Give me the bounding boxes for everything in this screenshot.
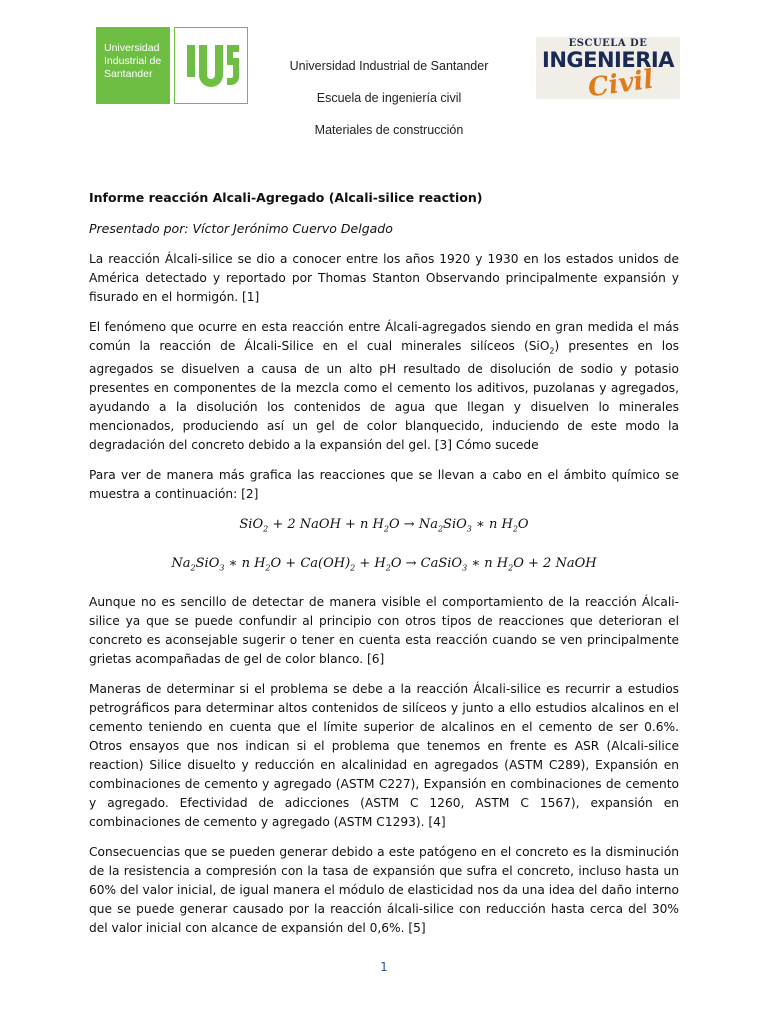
school-logo-bottom: Civil — [586, 64, 656, 104]
paragraph-1: La reacción Álcali-silice se dio a conocer entre los años 1920 y 1930 en los estados unidos de América detectado y reportado por Thomas Stanton Observando principalmente expansión y fisurado en el hormigón. [1] — [89, 252, 679, 304]
school-logo — [536, 37, 680, 104]
uis-logo-text: Universidad Industrial de Santander — [104, 42, 162, 80]
school-logo-top: ESCUELA DE — [568, 38, 648, 49]
uis-logo-box — [96, 27, 170, 104]
uis-mark-icon — [174, 27, 248, 104]
equation-2: $Na_2SiO_3$ ∗ n $H_2O + Ca(OH)_2 + H_2O$ → CaSiO$_3$ ∗ n $H_2O + 2$ NaOH — [171, 556, 597, 573]
paragraph-2-subscript: 2 — [549, 346, 555, 356]
paragraph-2-end: ) presentes en los agregados se disuelven a causa de un alto pH resultado de disolución de sodio y potasio presentes en componentes de la mezcla como el cemento los aditivos, puzolanas y agregados, ayudando a la disolución los contenidos de agua que llegan y disuelven lo minerales mencionados, produciendo así un gel de color blanquecido, induciendo de este modo la degradación del concreto debido a la expansión del gel. [3] Cómo sucede — [89, 339, 679, 453]
paragraph-2 — [89, 318, 679, 455]
paragraph-2-start: El fenómeno que ocurre en esta reacción entre Álcali-agregados siendo en gran medida el más común la reacción de Álcali-Silice en el cual minerales silíceos (SiO — [89, 320, 679, 353]
document-author: Presentado por: Víctor Jerónimo Cuervo Delgado — [89, 221, 393, 236]
document-body — [89, 188, 679, 949]
paragraph-6: Consecuencias que se pueden generar debido a este patógeno en el concreto es la disminución de la resistencia a compresión con la tasa de expansión que sufra el concreto, incluso hasta un 60% del valor inicial, de igual manera el módulo de elasticidad nos da una idea del daño interno que se puede generar causado por la reacción álcali-silice con reducción hasta cerca del 30% del valor inicial con alcance de expansión del 0,6%. [5] — [89, 844, 679, 935]
header-course: Materiales de construcción — [314, 123, 464, 137]
paragraph-3: Para ver de manera más grafica las reacciones que se llevan a cabo en el ámbito químico se muestra a continuación: [2] — [89, 468, 679, 502]
header-lines — [260, 58, 518, 154]
school-logo-middle: INGENIERIA — [542, 48, 674, 72]
page-number: 1 — [380, 960, 388, 974]
equation-1: SiO$_2$ + 2 NaOH + n $H_2O \to Na_2SiO_3$ ∗ n $H_2O$ — [239, 517, 529, 535]
document-title: Informe reacción Alcali-Agregado (Alcali-silice reaction) — [89, 190, 483, 205]
paragraph-4: Aunque no es sencillo de detectar de manera visible el comportamiento de la reacción Álcali-silice ya que se puede confundir al principio con otros tipos de reacciones que deterioran el concreto es aconsejable sugerir o tener en cuenta esta reacción cuando se ven principalmente grietas acompañadas de gel de color blanco. [6] — [89, 594, 679, 666]
uis-logo — [96, 27, 248, 104]
header-school: Escuela de ingeniería civil — [316, 91, 462, 105]
header-university: Universidad Industrial de Santander — [289, 59, 489, 73]
paragraph-5: Maneras de determinar si el problema se debe a la reacción Álcali-silice es recurrir a estudios petrográficos para determinar altos contenidos de silíceos y junto a ello estudios alcalinos en el cemento teniendo en cuenta que el límite superior de alcalinos en el cemento de ser 0.6%. Otros ensayos que nos indican si el problema que tenemos en frente es ASR (Alcali-silice reaction) Silice disuelto y reducción en alcalinidad en agregados (ASTM C289), Expansión en combinaciones de cemento y agregado (ASTM C227), Expansión en combinaciones de cemento y agregado. Efectividad de adicciones (ASTM C 1260, ASTM C 1567), expansión en combinaciones de cemento y agregado (ASTM C1293). [4] — [89, 681, 679, 829]
